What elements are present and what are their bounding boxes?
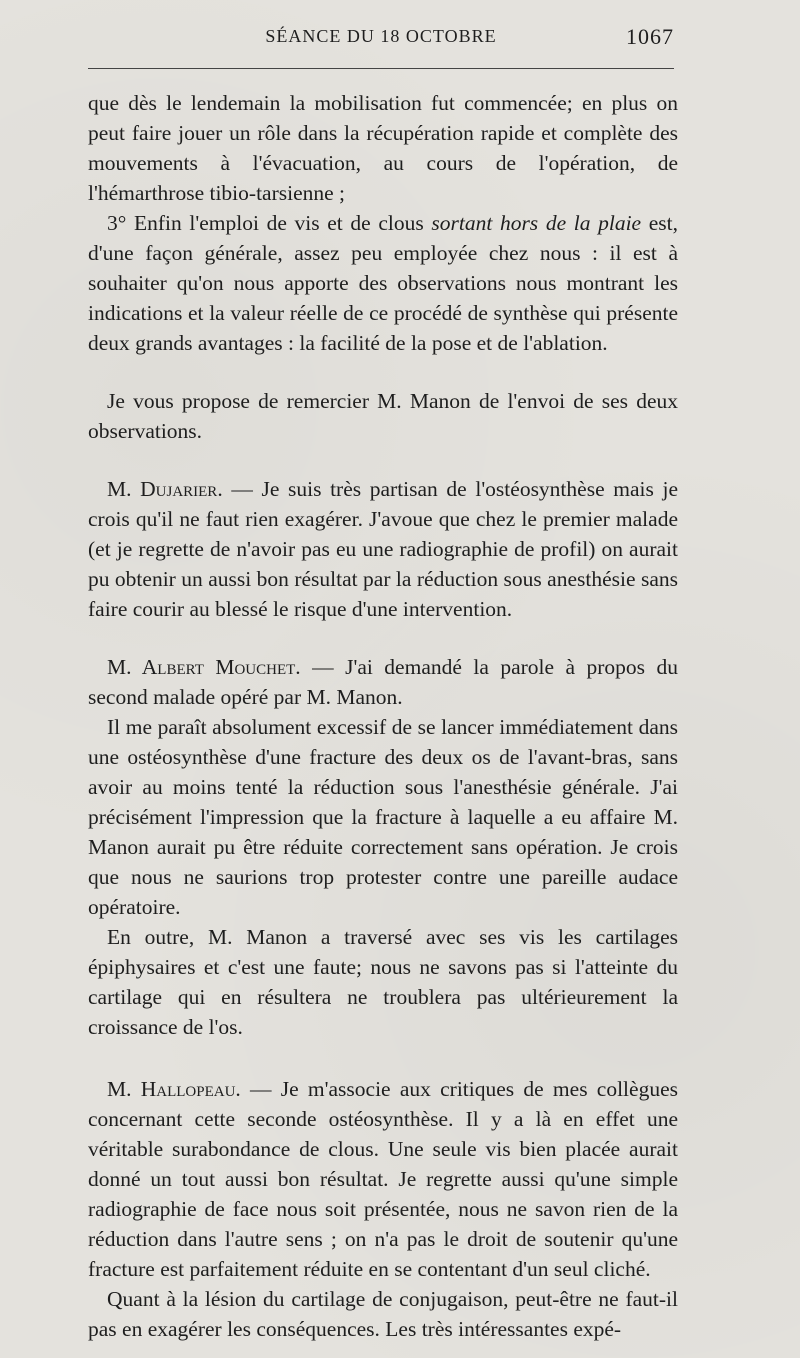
paragraph-point-3-rest: est, d'une façon générale, assez peu employée chez nous : il est à souhaiter qu'on nous apporte des observations nous montrant les indications et la valeur réelle de ce procédé de synthèse qui présente deux grands avantages : la facilité de la pose et de l'ablation. <box>88 211 679 355</box>
paragraph-mouchet <box>88 652 678 712</box>
paragraph-mouchet-2: Il me paraît absolument excessif de se lancer immédiatement dans une ostéosynthèse d'une fracture des deux os de l'avant-bras, sans avoir au moins tenté la réduction sous l'anesthésie générale. J'ai précisément l'impression que la fracture à laquelle a eu affaire M. Manon aurait pu être réduite correctement sans opération. Je crois que nous ne saurions trop protester contre une pareille audace opératoire. <box>88 715 678 919</box>
text-body <box>88 88 678 1344</box>
speaker-remarks: — Je suis très partisan de l'ostéosynthèse mais je crois qu'il ne faut rien exagérer. J'avoue que chez le premier malade (et je regrette de n'avoir pas eu une radiographie de profil) on aurait pu obtenir un aussi bon résultat par la réduction sous anesthésie sans faire courir au blessé le risque d'une intervention. <box>88 477 678 621</box>
italic-phrase: sortant hors de la plaie <box>431 211 642 235</box>
running-title: SÉANCE DU 18 OCTOBRE <box>265 26 497 46</box>
speaker-name: M. Albert Mouchet. <box>107 655 301 679</box>
header-rule <box>88 68 674 69</box>
running-header <box>88 24 674 54</box>
paragraph-continuation: que dès le lendemain la mobilisation fut commencée; en plus on peut faire jouer un rôle dans la récupération rapide et complète des mouvements à l'évacuation, au cours de l'opération, de l'hémarthrose tibio-tarsienne ; <box>88 91 678 205</box>
paragraph-dujarier <box>88 474 678 624</box>
paragraph-point-3 <box>88 208 678 358</box>
speaker-remarks: — Je m'associe aux critiques de mes collègues concernant cette seconde ostéosynthèse. Il y a là en effet une véritable surabondance de clous. Une seule vis bien placée aurait donné un tout aussi bon résultat. Je regrette aussi qu'une simple radiographie de face nous soit présentée, nous ne savon rien de la réduction dans l'autre sens ; on n'a pas le droit de soutenir qu'une fracture est parfaitement réduite en se contentant d'un seul cliché. <box>88 1077 678 1281</box>
speaker-name: M. Dujarier. <box>107 477 223 501</box>
speaker-remarks: — J'ai demandé la parole à propos du second malade opéré par M. Manon. <box>88 655 678 709</box>
paragraph-thanks: Je vous propose de remercier M. Manon de l'envoi de ses deux observations. <box>88 389 678 443</box>
paragraph-hallopeau <box>88 1074 678 1284</box>
paragraph-mouchet-3: En outre, M. Manon a traversé avec ses vis les cartilages épiphysaires et c'est une faute; nous ne savons pas si l'atteinte du cartilage qui en résultera ne troublera pas ultérieurement la croissance de l'os. <box>88 925 678 1039</box>
paragraph-hallopeau-2: Quant à la lésion du cartilage de conjugaison, peut-être ne faut-il pas en exagérer les conséquences. Les très intéressantes expé- <box>88 1287 678 1341</box>
speaker-name: M. Hallopeau. <box>107 1077 241 1101</box>
paragraph-point-3-text: 3° Enfin l'emploi de vis et de clous <box>107 211 432 235</box>
page-number: 1067 <box>626 24 674 49</box>
